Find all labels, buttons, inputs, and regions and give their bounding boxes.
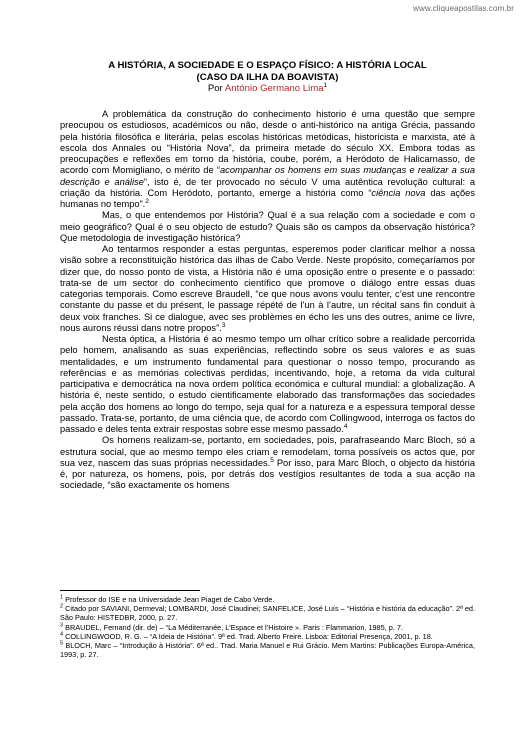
- footnote-ref-5: 5: [270, 456, 274, 464]
- footnote-ref-2: 2: [145, 198, 149, 206]
- paragraph-4: [60, 334, 475, 435]
- footnote-number: 4: [60, 631, 64, 638]
- footnote-4: [60, 632, 475, 641]
- document-title: [60, 60, 475, 83]
- author-line: [60, 83, 475, 95]
- footnote-ref-3: 3: [221, 321, 226, 329]
- footnote-divider: [60, 590, 200, 591]
- paragraph-text: ”, isto é, de ter provocado no século V uma autêntica revolução cultural: a criação da história. Com Heródoto, portanto, emerge a história como “: [60, 176, 475, 198]
- document-body: [60, 109, 475, 492]
- paragraph-3: [60, 244, 475, 334]
- footnote-text: BRAUDEL, Fernand (dir. de) – “La Méditerranée, L’Espace et l’Histoire ». Paris : Flammarion, 1985, p. 7.: [63, 622, 403, 632]
- footnote-ref-1: 1: [323, 82, 328, 89]
- document-page: [60, 60, 475, 492]
- footnote-text: Professor do ISE e na Universidade Jean Piaget de Cabo Verde.: [63, 595, 275, 604]
- paragraph-text: das ações humanas no tempo”.: [60, 187, 476, 210]
- paragraph-text: Por isso, para Marc Bloch, o objecto da história é, por natureza, os homens, pois, por detrás dos vestígios resultantes de toda a sua acção na sociedade, “são exactamente os homens: [60, 457, 475, 491]
- paragraph-text: Nesta óptica, a História é ao mesmo tempo um olhar crítico sobre a realidade percorrida pelo homem, analisando as suas experiências, reflectindo sobre os seus valores e as suas mentalidades, e um instrumento fundamental para questionar o nosso tempo, procurando as referências e as memórias colectivas perdidas, incentivando, hoje, a retoma da vida cultural participativa e democrática na nova ordem política económica e cultural mundial: a globalização. A história é, neste sentido, o estudo cientificamente elaborado das transformações das sociedades pela acção dos homens ao longo do tempo, seja qual for a natureza e a espessura temporal desse passado. Trata-se, portanto, de uma ciência que, de acordo com Collingwood, interroga os factos do passado e deles tenta extrair respostas sobre esse mesmo passado.: [60, 334, 475, 435]
- paragraph-2: [60, 210, 475, 244]
- title-line-1: A HISTÓRIA, A SOCIEDADE E O ESPAÇO FÍSICO: A HISTÓRIA LOCAL: [108, 60, 427, 71]
- footnotes-section: [60, 590, 475, 659]
- footnote-2: [60, 604, 475, 622]
- footnote-1: [60, 595, 475, 604]
- paragraph-text: Ao tentarmos responder a estas perguntas, esperemos poder clarificar melhor a nossa visão sobre a reconstituição histórica das ilhas de Cabo Verde. Neste propósito, começaríamos por dizer que, do nosso ponto de vista, a História não é uma oposição entre o presente e o passado: trata-se de um sector do conhecimento científico que promove o diálogo entre essas duas categorias temporais. Como escreve Braudell, “ce que nous avons voulu tenter, c’est une rencontre constante du passe et du présent, le passage répété de l’un à l’autre, un récital sans fin conduit à deux voix franches. Si ce dialogue, avec ses problèmes en écho les uns des outres, anime ce livre, nous aurons réussi dans notre propos”.: [60, 244, 475, 333]
- footnote-number: 2: [60, 603, 64, 610]
- footnote-3: [60, 623, 475, 632]
- author-prefix: Por: [207, 83, 225, 95]
- paragraph-italic: acompanhar os homens em suas mudanças e realizar a sua descrição e análise: [60, 165, 475, 187]
- paragraph-1: [60, 109, 475, 210]
- paragraph-text: Mas, o que entendemos por História? Qual é a sua relação com a sociedade e com o meio geográfico? Qual é o seu objecto de estudo? Quais são os campos da observação histórica? Que metodologia de investigação histórica?: [60, 210, 475, 243]
- footnote-text: Citado por SAVIANI, Dermeval; LOMBARDI, José Claudinei; SANFELICE, José Luís – “História e história da educação”. 2ª ed. São Paulo: HISTEDBR, 2000, p. 27.: [60, 604, 475, 623]
- paragraph-text: Os homens realizam-se, portanto, em sociedades, pois, parafraseando Marc Bloch, só a estrutura social, que ao mesmo tempo eles criam e remodelam, torna possíveis os actos que, por sua vez, nascem das suas próprias necessidades.: [60, 435, 475, 468]
- paragraph-italic: ciência nova: [371, 187, 426, 198]
- footnote-ref-4: 4: [343, 423, 348, 431]
- footnote-number: 1: [60, 594, 64, 601]
- title-line-2: (CASO DA ILHA DA BOAVISTA): [196, 71, 339, 83]
- footnote-text: COLLINGWOOD, R. G. – “A Ideia de História”. 9ª ed. Trad. Alberto Freire. Lisboa: Editorial Presença, 2001, p. 18.: [63, 631, 433, 641]
- paragraph-text: A problemática da construção do conhecimento historio é uma questão que sempre preocupou os estudiosos, académicos ou não, desde o anti-histórico na antiga Grécia, passando pela história filosófica e literária, pelas escolas históricas metódicas, historicista e marxista, até à escola dos Annales ou “História Nova”, da primeira metade do século XX. Embora todas as preocupações e reflexões em torno da história, coube, porém, a Heródoto de Halicarnasso, de acordo com Momigliano, o mérito de “: [60, 109, 475, 176]
- site-url: www.cliqueapostilas.com.br: [413, 4, 514, 13]
- footnote-number: 5: [60, 640, 64, 647]
- paragraph-5: [60, 435, 475, 491]
- footnote-text: BLOCH, Marc – “Introdução à História”. 6ª ed.. Trad. Maria Manuel e Rui Grácio. Mem Martins: Publicações Europa-América, 1993, p. 27.: [60, 641, 475, 660]
- footnote-5: [60, 641, 475, 659]
- author-name: António Germano Lima: [224, 83, 324, 95]
- footnote-number: 3: [60, 622, 64, 629]
